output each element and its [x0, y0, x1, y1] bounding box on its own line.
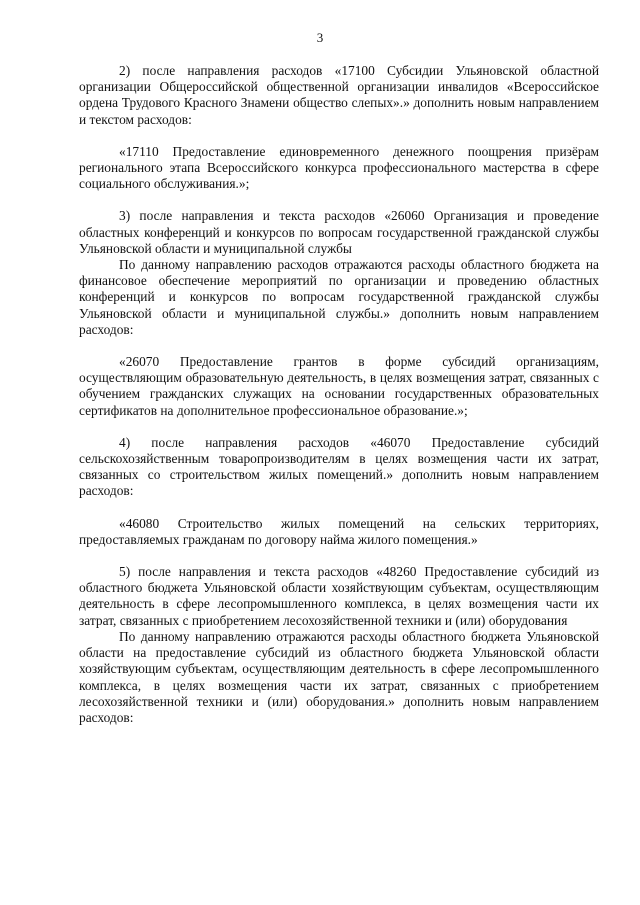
paragraph-item-3: 3) после направления и текста расходов «26060 Организация и проведение областных конференций и конкурсов по вопросам государственной гражданской службы Ульяновской области и муниципальной службы [79, 208, 599, 256]
paragraph-item-4: 4) после направления расходов «46070 Предоставление субсидий сельскохозяйственным товаропроизводителям в целях возмещения части их затрат, связанных со строительством жилых помещений.» дополнить новым направлением расходов: [79, 434, 599, 499]
paragraph-48260-description: По данному направлению отражаются расходы областного бюджета Ульяновской области на предоставление субсидий из областного бюджета Ульяновской области хозяйствующим субъектам, осуществляющим деятельность в сфере лесопромышленного комплекса, в целях возмещения части их затрат, связанных с приобретением лесохозяйственной техники и (или) оборудования.» дополнить новым направлением расходов: [79, 628, 599, 725]
paragraph-26070: «26070 Предоставление грантов в форме субсидий организациям, осуществляющим образовательную деятельность, в целях возмещения затрат, связанных с обучением гражданских служащих на основании государственных образовательных сертификатов на дополнительное профессиональное образование.»; [79, 354, 599, 418]
paragraph-item-5: 5) после направления и текста расходов «48260 Предоставление субсидий из областного бюджета Ульяновской области хозяйствующим субъектам, осуществляющим деятельность в сфере лесопромышленного комплекса, в целях возмещения части их затрат, связанных с приобретением лесохозяйственной техники и (или) оборудования [79, 564, 599, 628]
paragraph-item-2: 2) после направления расходов «17100 Субсидии Ульяновской областной организации Общероссийской общественной организации инвалидов «Всероссийское ордена Трудового Красного Знамени общество слепых».» дополнить новым направлением и текстом расходов: [79, 63, 599, 127]
paragraph-46080: «46080 Строительство жилых помещений на сельских территориях, предоставляемых гражданам по договору найма жилого помещения.» [79, 515, 599, 547]
paragraph-26060-description: По данному направлению расходов отражаются расходы областного бюджета на финансовое обеспечение мероприятий по организации и проведению областных конференций и конкурсов по вопросам государственной гражданской службы Ульяновской области и муниципальной службы.» дополнить новым направлением расходов: [79, 257, 599, 337]
paragraph-17110: «17110 Предоставление единовременного денежного поощрения призёрам регионального этапа Всероссийского конкурса профессионального мастерства в сфере социального обслуживания.»; [79, 143, 599, 192]
document-body [79, 63, 599, 726]
page-number: 3 [316, 30, 324, 45]
